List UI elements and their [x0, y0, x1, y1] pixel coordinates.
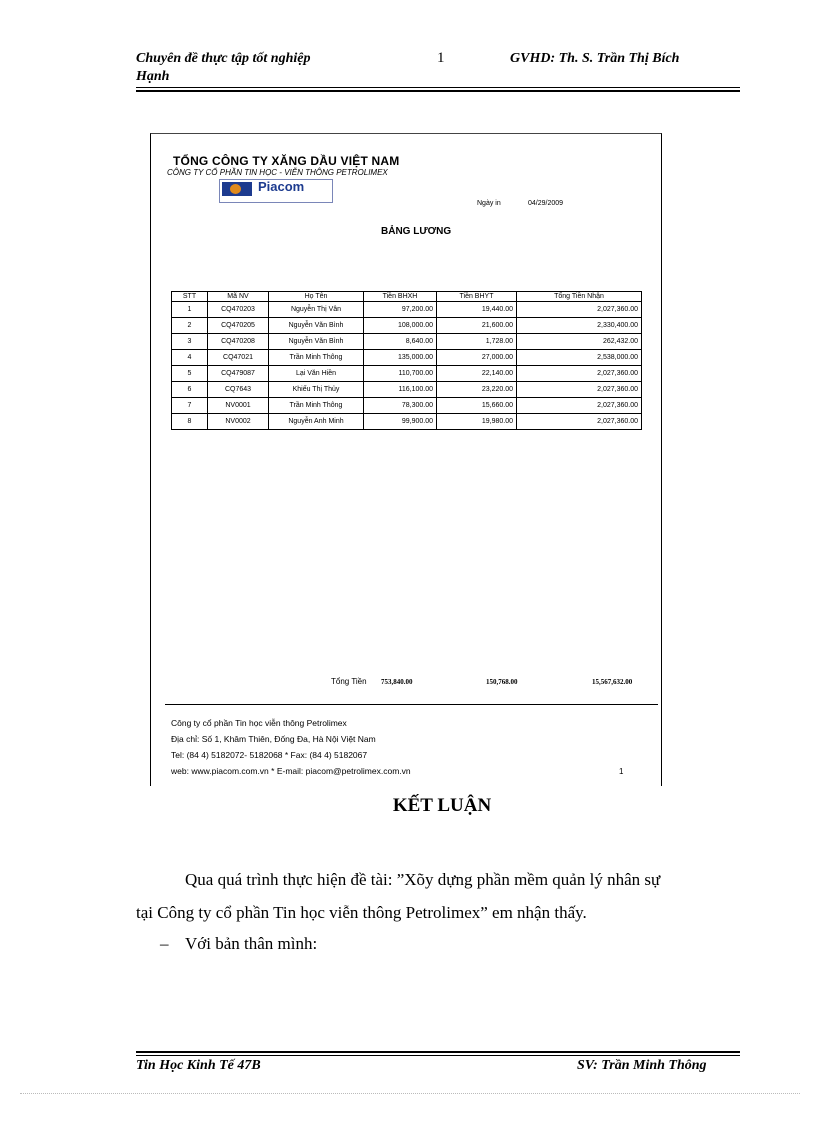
report-footer-phone: Tel: (84 4) 5182072- 5182068 * Fax: (84 4) 5182067: [171, 750, 368, 760]
total-bhxh: 753,840.00: [381, 678, 413, 686]
cell-tong: 2,027,360.00: [517, 414, 642, 430]
bullet-marker: –: [160, 934, 169, 953]
cell-ma-nv: CQ479087: [208, 366, 269, 382]
cell-ho-ten: Nguyễn Văn Bình: [269, 334, 364, 350]
report-title: BẢNG LƯƠNG: [381, 226, 452, 237]
report-date-label: Ngày in: [477, 200, 501, 207]
cell-stt: 8: [172, 414, 208, 430]
report-footer-company: Công ty cổ phần Tin học viễn thông Petrolimex: [171, 718, 347, 728]
cell-stt: 7: [172, 398, 208, 414]
header-rule-top: [136, 87, 740, 88]
cell-stt: 3: [172, 334, 208, 350]
paragraph-line-1: Qua quá trình thực hiện đề tài: ”Xõy dựng phần mềm quản lý nhân sự: [185, 870, 661, 889]
cell-bhxh: 78,300.00: [364, 398, 437, 414]
header-left-line1: Chuyên đề thực tập tốt nghiệp: [136, 51, 311, 66]
table-header-row: [172, 292, 642, 302]
total-nhan: 15,567,632.00: [592, 678, 633, 686]
page-bottom-dotted-line: [20, 1093, 800, 1094]
footer-left: Tin Học Kinh Tế 47B: [136, 1058, 261, 1073]
footer-right: SV: Trần Minh Thông: [577, 1058, 707, 1073]
table-row: [172, 334, 642, 350]
cell-bhxh: 8,640.00: [364, 334, 437, 350]
header-rule-bottom: [136, 90, 740, 92]
cell-bhyt: 21,600.00: [437, 318, 517, 334]
report-company: TỔNG CÔNG TY XĂNG DẦU VIỆT NAM: [173, 154, 400, 168]
cell-bhyt: 19,440.00: [437, 302, 517, 318]
cell-bhyt: 15,660.00: [437, 398, 517, 414]
piacom-logo-text: Piacom: [258, 179, 305, 194]
table-row: [172, 302, 642, 318]
table-row: [172, 414, 642, 430]
report-date: 04/29/2009: [528, 200, 564, 207]
cell-bhyt: 27,000.00: [437, 350, 517, 366]
footer-rule-bottom: [136, 1055, 740, 1056]
table-row: [172, 318, 642, 334]
cell-tong: 2,330,400.00: [517, 318, 642, 334]
col-header-tong: Tổng Tiền Nhận: [517, 292, 642, 302]
salary-report-image: [150, 133, 662, 786]
col-header-bhyt: Tiền BHYT: [437, 292, 517, 302]
cell-bhxh: 135,000.00: [364, 350, 437, 366]
cell-tong: 2,027,360.00: [517, 302, 642, 318]
total-label: Tổng Tiền: [331, 677, 367, 686]
header-right: GVHD: Th. S. Trần Thị Bích: [510, 51, 680, 66]
cell-ho-ten: Nguyễn Anh Minh: [269, 414, 364, 430]
col-header-stt: STT: [172, 292, 208, 302]
report-footer-separator: [165, 704, 658, 705]
cell-ma-nv: NV0002: [208, 414, 269, 430]
table-row: [172, 382, 642, 398]
cell-ho-ten: Nguyễn Thị Vân: [269, 302, 364, 318]
cell-tong: 2,027,360.00: [517, 382, 642, 398]
cell-bhxh: 110,700.00: [364, 366, 437, 382]
cell-bhyt: 1,728.00: [437, 334, 517, 350]
cell-ma-nv: CQ470208: [208, 334, 269, 350]
cell-ho-ten: Trần Minh Thông: [269, 350, 364, 366]
cell-bhyt: 22,140.00: [437, 366, 517, 382]
cell-stt: 1: [172, 302, 208, 318]
piacom-logo-icon: [222, 182, 252, 196]
cell-bhxh: 108,000.00: [364, 318, 437, 334]
header-left-line2: Hạnh: [136, 69, 170, 84]
cell-tong: 2,027,360.00: [517, 398, 642, 414]
cell-bhyt: 23,220.00: [437, 382, 517, 398]
cell-bhyt: 19,980.00: [437, 414, 517, 430]
cell-ma-nv: CQ47021: [208, 350, 269, 366]
cell-bhxh: 116,100.00: [364, 382, 437, 398]
col-header-bhxh: Tiền BHXH: [364, 292, 437, 302]
cell-ma-nv: CQ7643: [208, 382, 269, 398]
total-bhyt: 150,768.00: [486, 678, 518, 686]
cell-stt: 4: [172, 350, 208, 366]
report-footer-web: web: www.piacom.com.vn * E-mail: piacom@petrolimex.com.vn: [171, 766, 411, 776]
cell-ho-ten: Khiếu Thị Thủy: [269, 382, 364, 398]
cell-ma-nv: NV0001: [208, 398, 269, 414]
col-header-ma-nv: Mã NV: [208, 292, 269, 302]
bullet-text: Với bản thân mình:: [185, 934, 318, 953]
section-heading: KẾT LUẬN: [392, 795, 492, 816]
cell-ma-nv: CQ470203: [208, 302, 269, 318]
cell-tong: 262,432.00: [517, 334, 642, 350]
cell-ho-ten: Trần Minh Thông: [269, 398, 364, 414]
footer-rule-top: [136, 1051, 740, 1053]
cell-ma-nv: CQ470205: [208, 318, 269, 334]
report-footer-address: Địa chỉ: Số 1, Khâm Thiên, Đống Đa, Hà Nội Việt Nam: [171, 734, 376, 744]
paragraph-line-2: tại Công ty cổ phần Tin học viễn thông Petrolimex” em nhận thấy.: [136, 903, 587, 922]
cell-stt: 2: [172, 318, 208, 334]
header-page-number: 1: [437, 50, 445, 66]
cell-stt: 6: [172, 382, 208, 398]
col-header-ho-ten: Họ Tên: [269, 292, 364, 302]
piacom-logo: [219, 179, 333, 203]
report-footer-page: 1: [619, 767, 624, 776]
table-row: [172, 398, 642, 414]
table-row: [172, 350, 642, 366]
cell-bhxh: 97,200.00: [364, 302, 437, 318]
cell-ho-ten: Lại Văn Hiền: [269, 366, 364, 382]
table-row: [172, 366, 642, 382]
report-subcompany: CÔNG TY CỔ PHẦN TIN HỌC - VIỄN THÔNG PETROLIMEX: [167, 168, 388, 177]
cell-stt: 5: [172, 366, 208, 382]
cell-tong: 2,027,360.00: [517, 366, 642, 382]
cell-ho-ten: Nguyễn Văn Bình: [269, 318, 364, 334]
salary-table: [171, 291, 642, 430]
cell-tong: 2,538,000.00: [517, 350, 642, 366]
cell-bhxh: 99,900.00: [364, 414, 437, 430]
